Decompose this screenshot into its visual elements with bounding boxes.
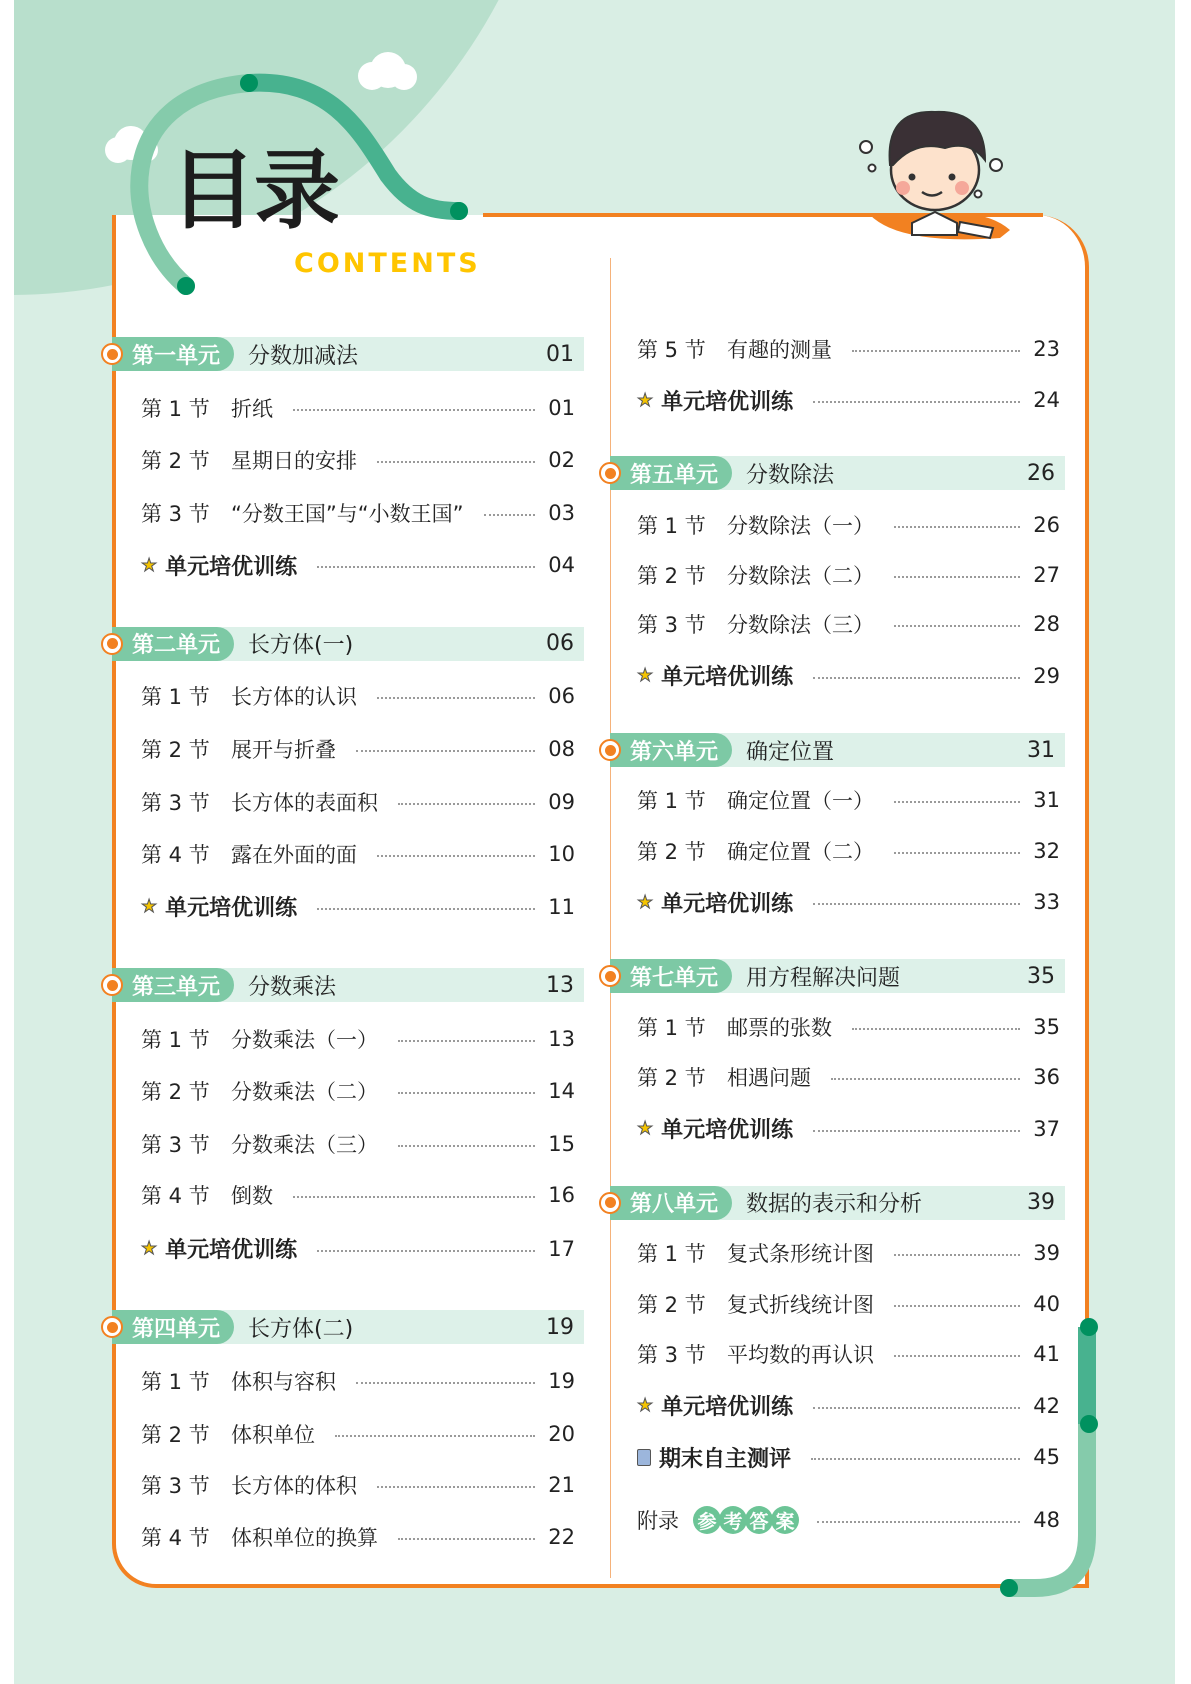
card-top-border [483,213,1043,217]
page-number: 10 [548,842,575,867]
entry-title: 体积单位 [231,1422,315,1447]
toc-entry[interactable] [141,1074,575,1108]
page-number: 36 [1033,1065,1060,1090]
dot-leader [484,514,535,516]
section-number: 第 1 节 [637,1015,706,1040]
toc-entry[interactable] [637,659,1060,693]
page-number: 02 [548,448,575,473]
page-number: 26 [1033,512,1060,537]
unit-label: 第四单元 [112,1310,234,1344]
toc-entry[interactable] [141,496,575,530]
toc-entry[interactable] [637,1287,1060,1321]
unit-title: 用方程解决问题 [746,965,901,991]
section-number: 第 1 节 [637,1242,706,1267]
dot-leader [894,526,1020,528]
unit-marker-icon [101,633,123,655]
toc-entry[interactable] [141,1232,575,1266]
dot-leader [398,1145,535,1147]
page-number: 22 [548,1524,575,1549]
toc-entry[interactable] [637,783,1060,817]
section-number: 第 3 节 [637,1343,706,1368]
dot-leader [356,1382,535,1384]
answers-badge [693,1506,797,1534]
unit-header[interactable] [112,968,584,1002]
entry-title: 期末自主测评 [659,1446,792,1472]
entry-title: 确定位置（一） [727,789,874,814]
unit-label: 第二单元 [112,627,234,661]
unit-header[interactable] [112,627,584,661]
unit-title: 分数乘法 [248,974,337,1000]
dot-leader [831,1078,1020,1080]
toc-entry[interactable] [637,834,1060,868]
page-number: 14 [548,1079,575,1104]
toc-entry[interactable] [637,1389,1060,1423]
page-number: 40 [1033,1291,1060,1316]
page-number: 13 [548,1026,575,1051]
unit-header[interactable] [112,337,584,371]
unit-page: 06 [546,631,574,657]
section-number: 第 3 节 [141,1132,210,1157]
toc-entry[interactable] [141,391,575,425]
entry-title: 单元培优训练 [165,554,298,580]
unit-header[interactable] [610,959,1065,993]
entry-title: 长方体的表面积 [231,790,378,815]
toc-entry[interactable] [637,1337,1060,1371]
dot-leader [398,1538,535,1540]
section-number: 第 4 节 [141,843,210,868]
unit-marker-icon [101,343,123,365]
page-number: 17 [548,1236,575,1261]
toc-entry[interactable] [637,332,1060,366]
unit-label: 第八单元 [610,1186,732,1220]
entry-title: 复式条形统计图 [727,1242,874,1267]
toc-entry[interactable] [141,443,575,477]
section-number: 第 3 节 [141,501,210,526]
section-number: 第 1 节 [141,396,210,421]
star-icon: ★ [141,554,158,576]
dot-leader [811,1458,1020,1460]
page-number: 29 [1033,663,1060,688]
dot-leader [398,803,535,805]
section-number: 第 3 节 [637,613,706,638]
dot-leader [293,1196,535,1198]
unit-header[interactable] [610,1186,1065,1220]
section-number: 第 2 节 [141,737,210,762]
entry-title: 分数乘法（三） [231,1132,378,1157]
dot-leader [894,576,1020,578]
entry-title: 单元培优训练 [661,891,794,917]
unit-label: 第三单元 [112,968,234,1002]
page-number: 08 [548,736,575,761]
dot-leader [852,350,1020,352]
dot-leader [377,697,535,699]
entry-title: 折纸 [231,396,273,421]
toc-entry[interactable] [141,785,575,819]
section-number: 第 5 节 [637,337,706,362]
toc-entry[interactable] [141,837,575,871]
toc-entry[interactable] [141,1178,575,1212]
dot-leader [817,1521,1020,1523]
entry-title: 单元培优训练 [165,1238,298,1264]
entry-title: 平均数的再认识 [727,1343,874,1368]
entry-title: 邮票的张数 [727,1015,832,1040]
entry-title: 展开与折叠 [231,737,336,762]
dot-leader [813,903,1020,905]
dot-leader [894,625,1020,627]
entry-title: 单元培优训练 [165,896,298,922]
page-title: 目录 [170,141,338,241]
page-number: 15 [548,1131,575,1156]
toc-entry[interactable] [141,1520,575,1554]
page-number: 31 [1033,788,1060,813]
page-subtitle: CONTENTS [294,248,481,279]
section-number: 第 1 节 [637,513,706,538]
toc-entry[interactable] [141,1468,575,1502]
dot-leader [894,1355,1020,1357]
dot-leader [377,855,535,857]
page-number: 01 [548,395,575,420]
page-number: 28 [1033,612,1060,637]
section-number: 第 2 节 [637,839,706,864]
section-number: 第 3 节 [141,1474,210,1499]
unit-title: 分数加减法 [248,343,359,369]
page-number: 03 [548,500,575,525]
page-number: 32 [1033,838,1060,863]
toc-entry[interactable] [637,1236,1060,1270]
unit-page: 19 [546,1314,574,1340]
unit-header[interactable] [112,1310,584,1344]
page-number: 16 [548,1183,575,1208]
page-number: 39 [1033,1241,1060,1266]
toc-entry[interactable] [637,1112,1060,1146]
dot-leader [377,1486,535,1488]
star-icon: ★ [141,1238,158,1260]
unit-marker-icon [599,1192,621,1214]
entry-title: 长方体的认识 [231,685,357,710]
entry-title: “分数王国”与“小数王国” [231,501,464,526]
toc-entry[interactable] [637,607,1060,641]
dot-leader [894,852,1020,854]
page-number: 21 [548,1473,575,1498]
unit-label: 第一单元 [112,337,234,371]
page-number: 09 [548,789,575,814]
entry-title: 分数除法（三） [727,613,874,638]
section-number: 第 1 节 [637,789,706,814]
badge-char: 参 [693,1506,721,1534]
toc-entry[interactable] [141,679,575,713]
toc-entry[interactable] [141,890,575,924]
page-number: 35 [1033,1014,1060,1039]
toc-entry[interactable] [141,548,575,582]
page-number: 06 [548,684,575,709]
toc-entry[interactable] [141,1127,575,1161]
entry-title: 单元培优训练 [661,389,794,415]
appendix-label: 附录 [637,1509,679,1534]
star-icon: ★ [637,665,654,687]
unit-page: 01 [546,341,574,367]
toc-entry[interactable] [637,1010,1060,1044]
page-number: 45 [1033,1445,1060,1470]
page-number: 33 [1033,890,1060,915]
entry-title: 分数乘法（二） [231,1080,378,1105]
entry-title: 长方体的体积 [231,1474,357,1499]
dot-leader [894,1305,1020,1307]
page-number: 19 [548,1368,575,1393]
page-number: 27 [1033,563,1060,588]
toc-entry[interactable] [141,1364,575,1398]
page-number: 04 [548,553,575,578]
unit-title: 数据的表示和分析 [746,1192,923,1218]
unit-header[interactable] [610,733,1065,767]
toc-entry[interactable] [637,1503,1060,1537]
dot-leader [317,908,535,910]
entry-title: 单元培优训练 [661,1118,794,1144]
dot-leader [398,1040,535,1042]
dot-leader [813,401,1020,403]
dot-leader [398,1092,535,1094]
dot-leader [335,1435,535,1437]
dot-leader [377,461,535,463]
unit-title: 分数除法 [746,462,835,488]
unit-page: 31 [1027,737,1055,763]
page-number: 41 [1033,1342,1060,1367]
entry-title: 复式折线统计图 [727,1292,874,1317]
page-number: 48 [1033,1508,1060,1533]
star-icon: ★ [637,1118,654,1140]
page-number: 23 [1033,336,1060,361]
entry-title: 分数除法（二） [727,564,874,589]
entry-title: 单元培优训练 [661,665,794,691]
section-number: 第 3 节 [141,790,210,815]
badge-char: 考 [719,1506,747,1534]
dot-leader [894,1254,1020,1256]
dot-leader [293,409,535,411]
unit-label: 第七单元 [610,959,732,993]
section-number: 第 1 节 [141,685,210,710]
section-number: 第 2 节 [637,1066,706,1091]
star-icon: ★ [141,896,158,918]
unit-label: 第五单元 [610,456,732,490]
section-number: 第 1 节 [141,1027,210,1052]
dot-leader [894,801,1020,803]
toc-entry[interactable] [637,508,1060,542]
toc-entry[interactable] [637,383,1060,417]
dot-leader [813,1407,1020,1409]
dot-leader [317,566,535,568]
dot-leader [317,1250,535,1252]
toc-entry[interactable] [637,558,1060,592]
toc-entry[interactable] [141,1022,575,1056]
unit-page: 13 [546,972,574,998]
toc-entry[interactable] [141,732,575,766]
star-icon: ★ [637,389,654,411]
section-number: 第 1 节 [141,1369,210,1394]
entry-title: 相遇问题 [727,1066,811,1091]
dot-leader [813,1130,1020,1132]
dot-leader [356,750,535,752]
toc-entry[interactable] [141,1417,575,1451]
page-number: 42 [1033,1393,1060,1418]
dot-leader [852,1028,1020,1030]
page-number: 37 [1033,1116,1060,1141]
unit-page: 26 [1027,460,1055,486]
entry-title: 露在外面的面 [231,843,357,868]
unit-title: 长方体(一) [248,633,354,659]
unit-marker-icon [101,974,123,996]
section-number: 第 2 节 [141,1422,210,1447]
section-number: 第 2 节 [141,449,210,474]
entry-title: 体积单位的换算 [231,1525,378,1550]
page-number: 24 [1033,388,1060,413]
entry-title: 倒数 [231,1184,273,1209]
page-number: 11 [548,894,575,919]
unit-page: 35 [1027,963,1055,989]
entry-title: 有趣的测量 [727,337,832,362]
section-number: 第 2 节 [141,1080,210,1105]
book-icon [637,1449,651,1466]
section-number: 第 4 节 [141,1525,210,1550]
toc-entry[interactable] [637,1440,1060,1474]
unit-page: 39 [1027,1190,1055,1216]
section-number: 第 2 节 [637,1292,706,1317]
dot-leader [813,677,1020,679]
badge-char: 案 [771,1506,799,1534]
entry-title: 单元培优训练 [661,1395,794,1421]
section-number: 第 4 节 [141,1184,210,1209]
section-number: 第 2 节 [637,564,706,589]
toc-entry[interactable] [637,1060,1060,1094]
unit-header[interactable] [610,456,1065,490]
unit-title: 长方体(二) [248,1316,354,1342]
entry-title: 星期日的安排 [231,449,357,474]
star-icon: ★ [637,891,654,913]
entry-title: 确定位置（二） [727,839,874,864]
unit-title: 确定位置 [746,739,835,765]
unit-label: 第六单元 [610,733,732,767]
badge-char: 答 [745,1506,773,1534]
entry-title: 分数除法（一） [727,513,874,538]
entry-title: 体积与容积 [231,1369,336,1394]
unit-marker-icon [599,739,621,761]
star-icon: ★ [637,1395,654,1417]
entry-title: 分数乘法（一） [231,1027,378,1052]
toc-entry[interactable] [637,885,1060,919]
page-number: 20 [548,1421,575,1446]
